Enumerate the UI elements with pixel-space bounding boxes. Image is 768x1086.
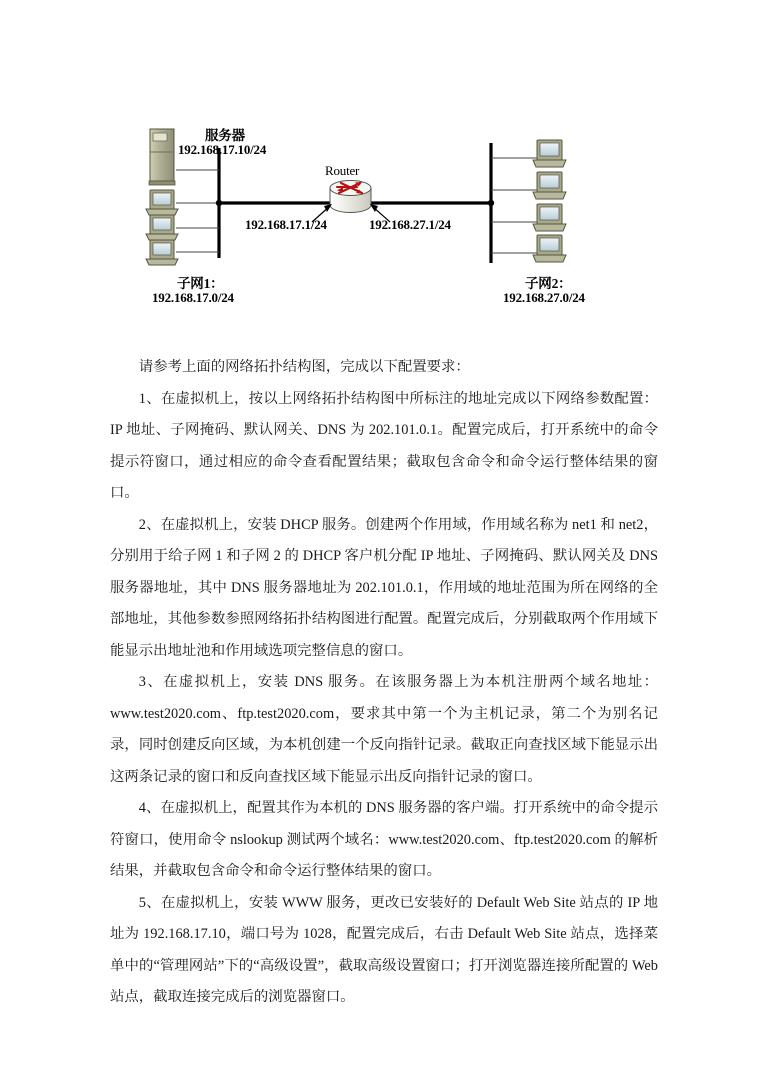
workstation-icon xyxy=(146,190,178,215)
task-item-4: 4、在虚拟机上，配置其作为本机的 DNS 服务器的客户端。打开系统中的命令提示符窗口，使用命令 nslookup 测试两个域名：www.test2020.com、ftp.test2020.com 的解析结果，并截取包含命令和命令运行整体结果的窗口。 xyxy=(110,800,658,879)
router-label: Router xyxy=(325,163,360,178)
topology-canvas xyxy=(0,0,768,320)
intro-paragraph: 请参考上面的网络拓扑结构图，完成以下配置要求： xyxy=(138,359,470,375)
workstation-icon xyxy=(533,172,566,199)
workstation-icon xyxy=(146,240,178,265)
workstation-icon xyxy=(533,204,566,231)
right-bus xyxy=(488,143,537,263)
workstation-icon xyxy=(533,140,566,167)
router-right-ip-label: 192.168.27.1/24 xyxy=(369,217,451,232)
router-icon xyxy=(330,181,371,213)
task-item-1: 1、在虚拟机上，按以上网络拓扑结构图中所标注的地址完成以下网络参数配置：IP 地址、子网掩码、默认网关、DNS 为 202.101.0.1。配置完成后，打开系统中的命令提示符窗口，通过相应的命令查看配置结果；截取包含命令和命令运行整体结果的窗口。 xyxy=(110,390,658,501)
left-bus xyxy=(176,148,222,258)
server-label: 服务器 xyxy=(205,128,245,143)
workstation-icon xyxy=(533,235,566,262)
workstation-icon xyxy=(146,215,178,240)
task-item-3: 3、在虚拟机上，安装 DNS 服务。在该服务器上为本机注册两个域名地址：www.test2020.com、ftp.test2020.com，要求其中第一个为主机记录，第二个为别名记录，同时创建反向区域，为本机创建一个反向指针记录。截取正向查找区域下能显示出这两条记录的窗口和反向查找区域下能显示出反向指针记录的窗口。 xyxy=(110,674,658,785)
subnet1-ip-label: 192.168.17.0/24 xyxy=(152,290,234,305)
network-topology-diagram xyxy=(0,0,768,320)
task-item-5: 5、在虚拟机上，安装 WWW 服务，更改已安装好的 Default Web Site 站点的 IP 地址为 192.168.17.10，端口号为 1028，配置完成后，右击 Default Web Site 站点，选择菜单中的“管理网站”下的“高级设置”，截取高级设置窗口；打开浏览器连接所配置的 Web 站点，截取连接完成后的浏览器窗口。 xyxy=(110,894,658,1005)
subnet2-label: 子网2： xyxy=(525,276,572,291)
server-ip-label: 192.168.17.10/24 xyxy=(178,142,267,157)
server-tower-icon xyxy=(149,129,175,185)
task-item-2: 2、在虚拟机上，安装 DHCP 服务。创建两个作用域，作用域名称为 net1 和 net2，分别用于给子网 1 和子网 2 的 DHCP 客户机分配 IP 地址、子网掩码、默认网关及 DNS 服务器地址，其中 DNS 服务器地址为 202.101.0.1，作用域的地址范围为所在网络的全部地址，其他参数参照网络拓扑结构图进行配置。配置完成后，分别截取两个作用域下能显示出地址池和作用域选项完整信息的窗口。 xyxy=(110,516,658,659)
document-body xyxy=(110,352,658,1014)
subnet2-ip-label: 192.168.27.0/24 xyxy=(503,290,585,305)
router-left-ip-label: 192.168.17.1/24 xyxy=(245,217,327,232)
subnet1-label: 子网1： xyxy=(177,276,224,291)
